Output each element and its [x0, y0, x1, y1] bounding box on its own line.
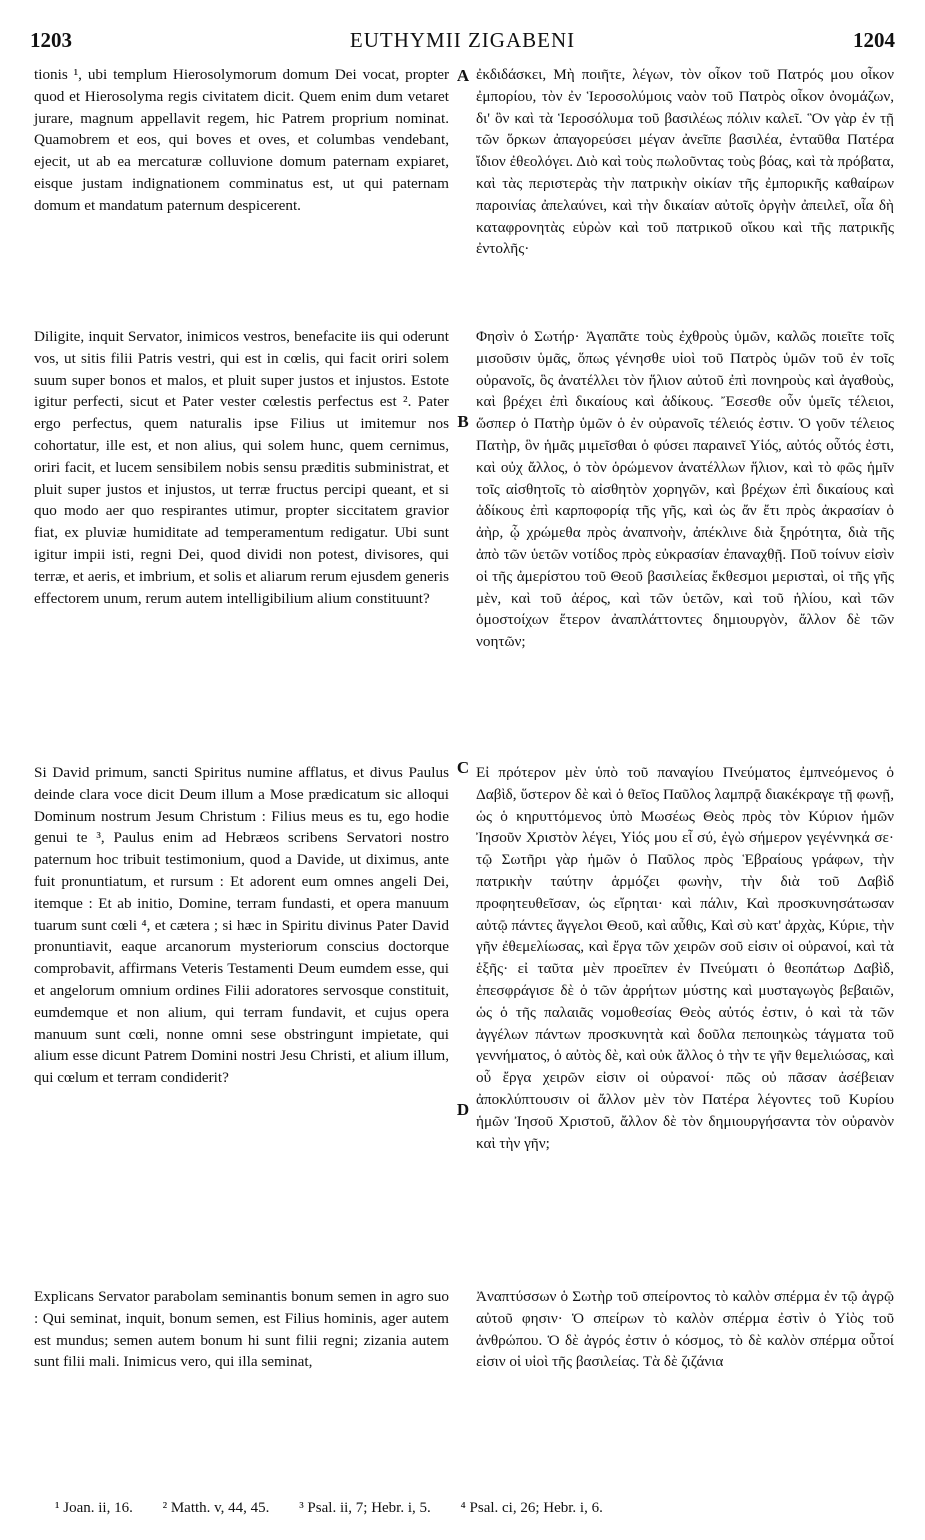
margin-letter: C — [456, 758, 470, 777]
latin-paragraph: Explicans Servator parabolam seminantis bonum semen in agro suo : Qui seminat, inquit, bonum semen, est Filius hominis, ager autem est mundus; semen autem bonum hi sunt filii regni; zizania autem sunt filii mali. Inimicus vero, qui illa seminat, — [34, 1288, 449, 1371]
greek-column — [476, 64, 894, 1373]
greek-paragraph: Φησὶν ὁ Σωτήρ· Ἀγαπᾶτε τοὺς ἐχθροὺς ὑμῶν, καλῶς ποιεῖτε τοῖς μισοῦσιν ὑμᾶς, ὅπως γένησθε υἱοὶ τοῦ Πατρὸς ὑμῶν τοῦ ἐν τοῖς οὐρανοῖς, ὃς ἀνατέλλει τὸν ἥλιον αὐτοῦ ἐπὶ πονηροὺς καὶ ἀγαθοὺς, καὶ βρέχει ἐπὶ δικαίους καὶ ἀδίκους. Ἔσεσθε οὖν ὑμεῖς τέλειοι, ὥσπερ ὁ Πατὴρ ὑμῶν ὁ ἐν οὐρανοῖς τέλειός ἐστιν. Ὁ γοῦν τέλειος Πατὴρ, ὃν ἡμᾶς μιμεῖσθαι ὁ φύσει παραινεῖ Υἱός, αὐτός οὗτός ἐστι, καὶ οὐχ ἄλλος, ὁ τὸν ὁρώμενον ἀνατέλλων ἥλιον, καὶ τὸ φῶς ἡμῖν τοῖς αἰσθητοῖς τὸ αἰσθητὸν χορηγῶν, καὶ βρέχων ἐπὶ δικαίους καὶ ἀδίκους ἐπὶ καρποφορίᾳ τῆς γῆς, καὶ ὡς ἄν ἔτι πρὸς ἀκρασίαν ὁ ἀὴρ, ᾧ χρώμεθα πρὸς ἀναπνοὴν, ἀπέκλινε διὰ ξηρότητα, διὰ τῆς ἀπὸ τῶν ὑετῶν νοτίδος πρὸς εὐκρασίαν ἐπαναχθῇ. Ποῦ τοίνυν εἰσὶν οἱ τῆς ἀμερίστου τοῦ Θεοῦ βασιλείας ἔκθεσμοι μερισταὶ, οἱ τῆς γῆς μὲν, καὶ τοῦ ἀέρος, καὶ τῶν ὑετῶν, καὶ τοῦ ἡλίου, καὶ τῶν ὁμοστοίχων ἕτερον ἀναπλάττοντες δημιουργὸν, ἄλλον δὲ τῶν νοητῶν; — [476, 328, 894, 651]
footnotes — [55, 1500, 865, 1517]
latin-column — [34, 64, 449, 1373]
footnote: ¹ Joan. ii, 16. — [55, 1500, 133, 1516]
page-number-left: 1203 — [30, 28, 72, 52]
latin-paragraph: Si David primum, sancti Spiritus numine afflatus, et divus Paulus deinde clara voce dicit Deum illum a Mose prædicatum sic alloqui Dominum nostrum Jesum Christum : Filius meus es tu, ego hodie genui te ³, Paulus enim ad Hebræos scribens Servatori nostro paternum hoc tribuit testimonium, quod a Davide, ut diximus, ante fuit pronuntiatum, et rursum : Et adorent eum omnes angeli Dei, itemque : Et ab initio, Domine, terram fundasti, et opera manuum tuarum sunt cœli ⁴, et cætera ; si hæc in Spiritu divinus Pater David pronuntiavit, eaque arcanorum mysteriorum conscius doctorque comprobavit, affirmans Veteris Testamenti Deum eumdem esse, qui et angelorum omnium ordines Filii adoratores servosque constituit, eumdemque et non alium, qui terram fundavit, et cujus opera manuum sunt cœli, nonne omni sese obstringunt impietate, qui alium esse dicunt Patrem Domini nostri Jesu Christi, et alium illum, qui cœlum et terram condiderit? — [34, 764, 449, 1087]
greek-paragraph: Εἰ πρότερον μὲν ὑπὸ τοῦ παναγίου Πνεύματος ἐμπνεόμενος ὁ Δαβὶδ, ὕστερον δὲ καὶ ὁ θεῖος Παῦλος λαμπρᾷ διακέκραγε τῇ φωνῇ, ὡς ὁ κηρυττόμενος ὑπὸ Μωσέως Θεὸς πρὸς τὸν Κύριον ἡμῶν Ἰησοῦν Χριστὸν λέγει, Υἱός μου εἶ σύ, ἐγὼ σήμερον γεγέννηκά σε· τῷ Σωτῆρι γὰρ ἡμῶν ὁ Παῦλος πρὸς Ἑβραίους γράφων, τὴν πατρικὴν ταύτην ἁρμόζει φωνὴν, τὴν διὰ τοῦ Δαβὶδ προφητευθεῖσαν, ὡς εἴρηται· καὶ πάλιν, Καὶ προσκυνησάτωσαν αὐτῷ πάντες ἄγγελοι Θεοῦ, καὶ αὖθις, Καὶ σὺ κατ' ἀρχὰς, Κύριε, τὴν γῆν ἐθεμελίωσας, καὶ ἔργα τῶν χειρῶν σοῦ εἰσιν οἱ οὐρανοί, καὶ τὰ ἑξῆς· εἰ ταῦτα μὲν προεῖπεν ἐν Πνεύματι ὁ θεοπάτωρ Δαβὶδ, ἐπεσφράγισε δὲ ὁ τῶν ἀρρήτων μύστης καὶ μυσταγωγὸς βεβαιῶν, ὡς ὁ τῆς παλαιᾶς νομοθεσίας Θεὸς αὐτός ἐστιν, ὁ καὶ τὰ τῶν ἀγγέλων πάντων προσκυνητὰ καὶ δοῦλα πεποιηκὼς τάγματα τοῦ γεννήματος, ὁ αὐτὸς δὲ, καὶ οὐκ ἄλλος ὁ τὴν τε γῆν θεμελιώσας, καὶ οὗ ἔργα χειρῶν εἰσιν οἱ οὐρανοί· πῶς οὐ πᾶσαν ἀσέβειαν ἀποκλύπτουσιν οἱ ἄλλον μὲν τὸν Πατέρα λέγοντες τοῦ Κυρίου ἡμῶν Ἰησοῦ Χριστοῦ, ἄλλον δὲ τὸν δημιουργήσαντα τὸν οὐρανὸν καὶ τὴν γῆν; — [476, 764, 894, 1152]
greek-paragraph: Ἀναπτύσσων ὁ Σωτὴρ τοῦ σπείροντος τὸ καλὸν σπέρμα ἐν τῷ ἀγρῷ αὐτοῦ φησιν· Ὁ σπείρων τὸ καλὸν σπέρμα ἐστὶν ὁ Υἱὸς τοῦ ἀνθρώπου. Ὁ δὲ ἀγρός ἐστιν ὁ κόσμος, τὸ δὲ καλὸν σπέρμα οὗτοί εἰσιν οἱ υἱοὶ τῆς βασιλείας. Τὰ δὲ ζιζάνια — [476, 1288, 894, 1371]
footnote: ³ Psal. ii, 7; Hebr. i, 5. — [299, 1500, 431, 1516]
page-number-right: 1204 — [853, 28, 895, 52]
greek-paragraph: ἐκδιδάσκει, Μὴ ποιῆτε, λέγων, τὸν οἶκον τοῦ Πατρός μου οἶκον ἐμπορίου, τὸν ἐν Ἱεροσολύμοις ναὸν τοῦ Πατρὸς οἶκον ὀνομάζων, δι' ὃν καὶ τὰ Ἱεροσόλυμα τοῦ βασιλέως πόλιν καλεῖ. Ὃν γὰρ ἐν τῇ τῶν ὅρκων ἀπαγορεύσει μέγαν ἀνεῖπε βασιλέα, ἐνταῦθα Πατέρα ἴδιον ἐθεολόγει. Διὸ καὶ τοὺς πωλοῦντας τοὺς βόας, καὶ τὰ πρόβατα, καὶ τὰς περιστερὰς τὴν πατρικὴν οἰκίαν τῆς ἐμπορικῆς καθαίρων παροινίας ἀπελαύνει, καὶ τὴν δικαίαν αὐτοῖς ὀργὴν ἀπειλεῖ, οἷα δὴ καταφρονητὰς εὑρὼν καὶ τοῦ πατρικοῦ οἴκου καὶ τῆς πατρικῆς ἐντολῆς· — [476, 66, 894, 258]
page-header — [30, 28, 895, 58]
margin-letter: A — [456, 66, 470, 85]
latin-paragraph: Diligite, inquit Servator, inimicos vestros, benefacite iis qui oderunt vos, ut sitis filii Patris vestri, qui est in cœlis, qui facit oriri solem suum super bonos et malos, et pluit super justos et injustos. Estote igitur perfecti, sicut et Pater vester cœlestis perfectus est ². Pater ergo perfectus, quem naturalis ipse Filius ut imitemur nos cohortatur, ille est, et non alius, qui solem hunc, quem cernimus, oriri facit, et lucem sensibilem nobis sensu præditis subministrat, et pluit super justos et injustos, ut terræ fructus percipi queant, et si quo modo aer quo respirantes utimur, propter siccitatem gravior fiat, ex pluviæ humiditate ad temperamentum redigatur. Ubi sunt igitur impii isti, regni Dei, quod dividi non potest, divisores, qui terræ, et aeris, et imbrium, et solis et aliarum rerum ejusdem generis effectorem unum, rerum autem intelligibilium alium constituunt? — [34, 328, 449, 607]
margin-letter: D — [456, 1100, 470, 1119]
margin-letter: B — [457, 412, 469, 431]
latin-paragraph: tionis ¹, ubi templum Hierosolymorum domum Dei vocat, propter quod et Hierosolyma regis civitatem dicit. Quem enim dum vetaret jurare, magnum appellavit regem, hic Patrem proprium nominat. Quamobrem et eos, qui boves et oves, et columbas vendebant, ejecit, ut ab ea mercaturæ colluvione domum paternam expiaret, eisque justam indignationem comminatus est, ut qui paternam domum et mandatum paternum despicerent. — [34, 66, 449, 214]
footnote: ² Matth. v, 44, 45. — [162, 1500, 270, 1516]
footnote: ⁴ Psal. ci, 26; Hebr. i, 6. — [460, 1500, 603, 1516]
running-title: EUTHYMII ZIGABENI — [349, 28, 576, 52]
